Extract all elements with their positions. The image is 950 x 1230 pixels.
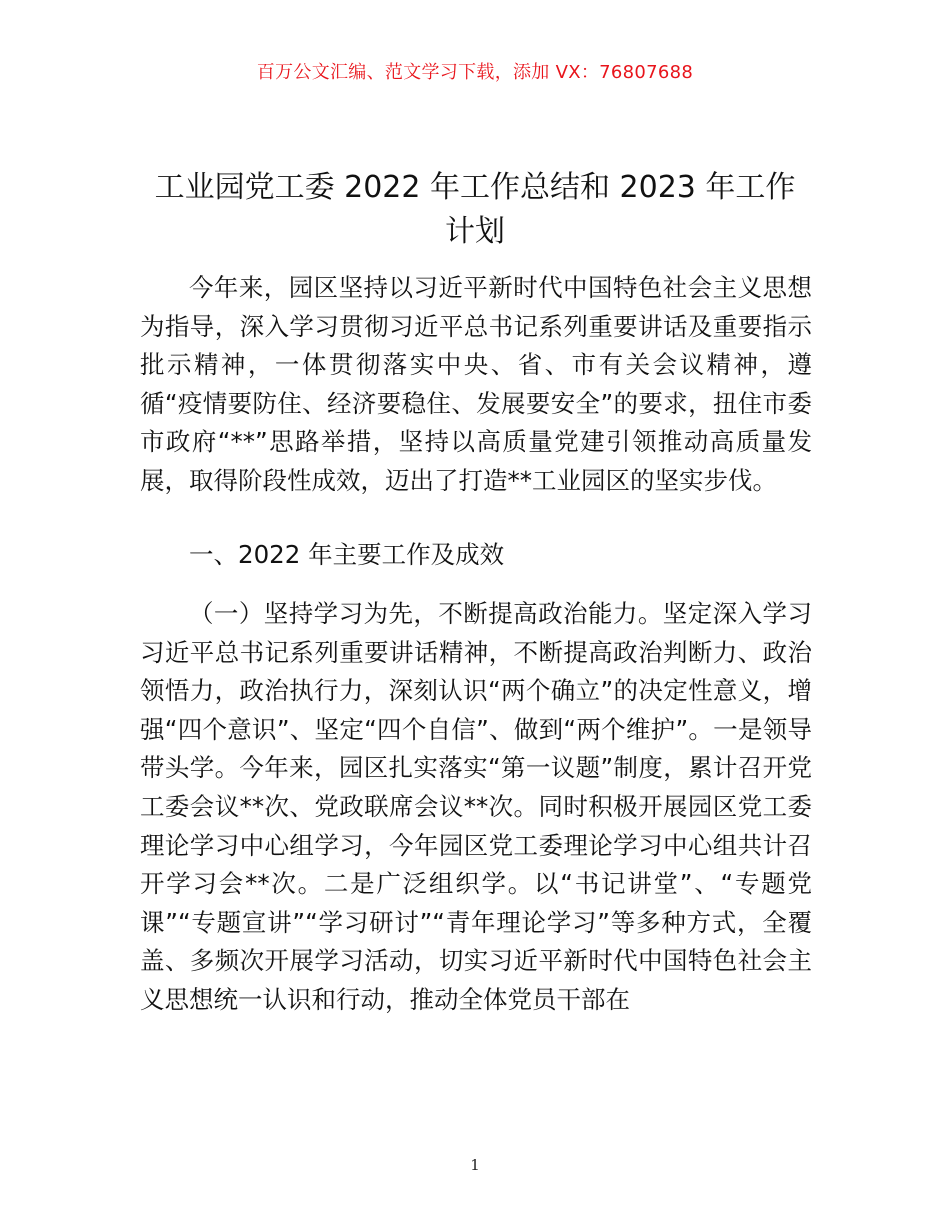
section-heading: 一、2022 年主要工作及成效 bbox=[189, 540, 505, 569]
document-title: 工业园党工委 2022 年工作总结和 2023 年工作计划 bbox=[154, 170, 796, 249]
page-number: 1 bbox=[470, 1156, 480, 1174]
promo-header: 百万公文汇编、范文学习下载，添加 VX：76807688 bbox=[256, 62, 694, 83]
body-paragraph: （一）坚持学习为先，不断提高政治能力。坚定深入学习习近平总书记系列重要讲话精神，不断提高政治判断力、政治领悟力，政治执行力，深刻认识“两个确立”的决定性意义，增强“四个意识”、坚定“四个自信”、做到“两个维护”。一是领导带头学。今年来，园区扎实落实“第一议题”制度，累计召开党工委会议**次、党政联席会议**次。同时积极开展园区党工委理论学习中心组学习，今年园区党工委理论学习中心组共计召开学习会**次。二是广泛组织学。以“书记讲堂”、“专题党课”“专题宣讲”“学习研讨”“青年理论学习”等多种方式，全覆盖、多频次开展学习活动，切实习近平新时代中国特色社会主义思想统一认识和行动，推动全体党员干部在 bbox=[140, 599, 812, 1014]
intro-paragraph: 今年来，园区坚持以习近平新时代中国特色社会主义思想为指导，深入学习贯彻习近平总书记系列重要讲话及重要指示批示精神，一体贯彻落实中央、省、市有关会议精神，遵循“疫情要防住、经济要稳住、发展要安全”的要求，扭住市委市政府“**”思路举措，坚持以高质量党建引领推动高质量发展，取得阶段性成效，迈出了打造**工业园区的坚实步伐。 bbox=[140, 273, 812, 495]
